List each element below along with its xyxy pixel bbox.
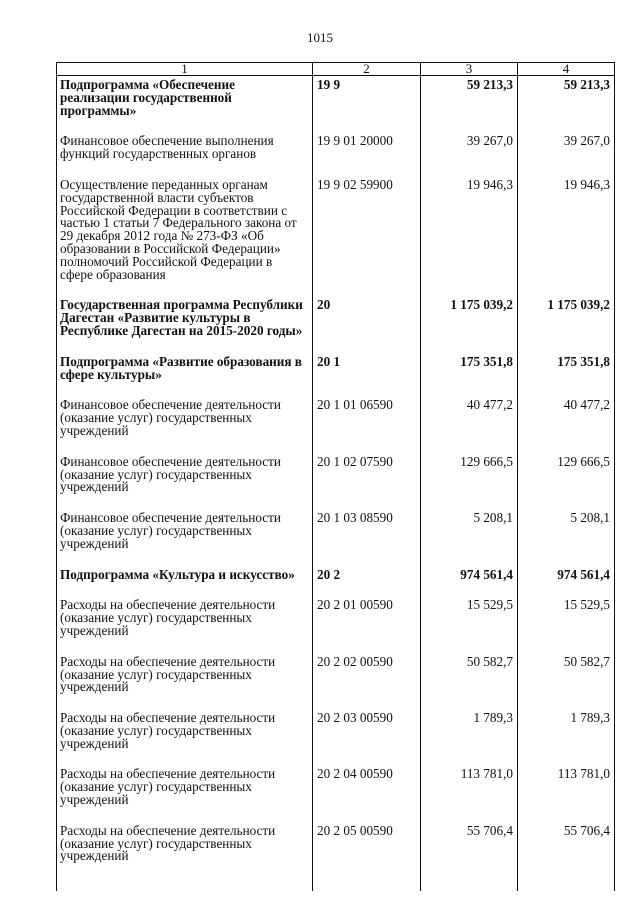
table-row [57,565,615,596]
table-row [57,352,615,396]
table-row [57,708,615,764]
row-value-col3: 19 946,3 [421,175,518,295]
row-code: 20 [313,295,421,351]
row-value-col4: 175 351,8 [518,352,615,396]
row-value-col4: 974 561,4 [518,565,615,596]
row-value-col4: 1 789,3 [518,708,615,764]
row-code: 20 2 02 00590 [313,652,421,708]
row-code: 20 1 01 06590 [313,395,421,451]
header-row [57,63,615,76]
table-row [57,395,615,451]
table-row [57,652,615,708]
row-value-col3: 175 351,8 [421,352,518,396]
row-value-col4: 1 175 039,2 [518,295,615,351]
row-value-col3: 55 706,4 [421,821,518,891]
row-value-col3: 113 781,0 [421,764,518,820]
table-row [57,764,615,820]
table-row [57,295,615,351]
row-code: 19 9 [313,76,421,132]
column-header: 3 [421,63,518,76]
row-value-col4: 50 582,7 [518,652,615,708]
row-code: 19 9 02 59900 [313,175,421,295]
row-name: Подпрограмма «Обеспечение реализации государственной программы» [57,76,313,132]
table-row [57,821,615,891]
row-value-col3: 50 582,7 [421,652,518,708]
row-name: Подпрограмма «Развитие образования в сфере культуры» [57,352,313,396]
row-code: 20 2 03 00590 [313,708,421,764]
table-row [57,595,615,651]
row-code: 20 2 01 00590 [313,595,421,651]
row-value-col3: 974 561,4 [421,565,518,596]
row-name: Финансовое обеспечение деятельности (оказание услуг) государственных учреждений [57,452,313,508]
row-value-col3: 39 267,0 [421,131,518,175]
row-name: Расходы на обеспечение деятельности (оказание услуг) государственных учреждений [57,595,313,651]
row-name: Финансовое обеспечение выполнения функций государственных органов [57,131,313,175]
row-value-col4: 5 208,1 [518,508,615,564]
row-value-col4: 59 213,3 [518,76,615,132]
row-value-col4: 39 267,0 [518,131,615,175]
row-name: Финансовое обеспечение деятельности (оказание услуг) государственных учреждений [57,508,313,564]
row-name: Подпрограмма «Культура и искусство» [57,565,313,596]
table-row [57,175,615,295]
row-name: Осуществление переданных органам государственной власти субъектов Российской Федерации в соответствии с частью 1 статьи 7 Федерального закона от 29 декабря 2012 года № 273-ФЗ «Об образовании в Российской Федерации» полномочий Российской Федерации в сфере образования [57,175,313,295]
column-header: 1 [57,63,313,76]
row-code: 20 1 [313,352,421,396]
page-number: 1015 [307,30,333,45]
row-value-col4: 129 666,5 [518,452,615,508]
column-header: 2 [313,63,421,76]
row-value-col3: 5 208,1 [421,508,518,564]
row-value-col4: 40 477,2 [518,395,615,451]
row-name: Расходы на обеспечение деятельности (оказание услуг) государственных учреждений [57,708,313,764]
table-row [57,508,615,564]
row-name: Расходы на обеспечение деятельности (оказание услуг) государственных учреждений [57,821,313,891]
row-value-col3: 129 666,5 [421,452,518,508]
row-code: 20 1 02 07590 [313,452,421,508]
row-name: Расходы на обеспечение деятельности (оказание услуг) государственных учреждений [57,652,313,708]
table-row [57,452,615,508]
row-code: 20 2 05 00590 [313,821,421,891]
column-header: 4 [518,63,615,76]
budget-table [56,62,615,891]
table-body [57,76,615,892]
row-value-col4: 19 946,3 [518,175,615,295]
row-value-col3: 15 529,5 [421,595,518,651]
row-code: 20 1 03 08590 [313,508,421,564]
row-value-col4: 55 706,4 [518,821,615,891]
row-value-col4: 113 781,0 [518,764,615,820]
row-name: Расходы на обеспечение деятельности (оказание услуг) государственных учреждений [57,764,313,820]
table-row [57,131,615,175]
row-value-col3: 40 477,2 [421,395,518,451]
row-value-col4: 15 529,5 [518,595,615,651]
row-code: 20 2 04 00590 [313,764,421,820]
row-code: 19 9 01 20000 [313,131,421,175]
table-row [57,76,615,132]
row-value-col3: 1 789,3 [421,708,518,764]
row-value-col3: 1 175 039,2 [421,295,518,351]
row-name: Финансовое обеспечение деятельности (оказание услуг) государственных учреждений [57,395,313,451]
row-code: 20 2 [313,565,421,596]
row-name: Государственная программа Республики Дагестан «Развитие культуры в Республике Дагестан на 2015-2020 годы» [57,295,313,351]
row-value-col3: 59 213,3 [421,76,518,132]
